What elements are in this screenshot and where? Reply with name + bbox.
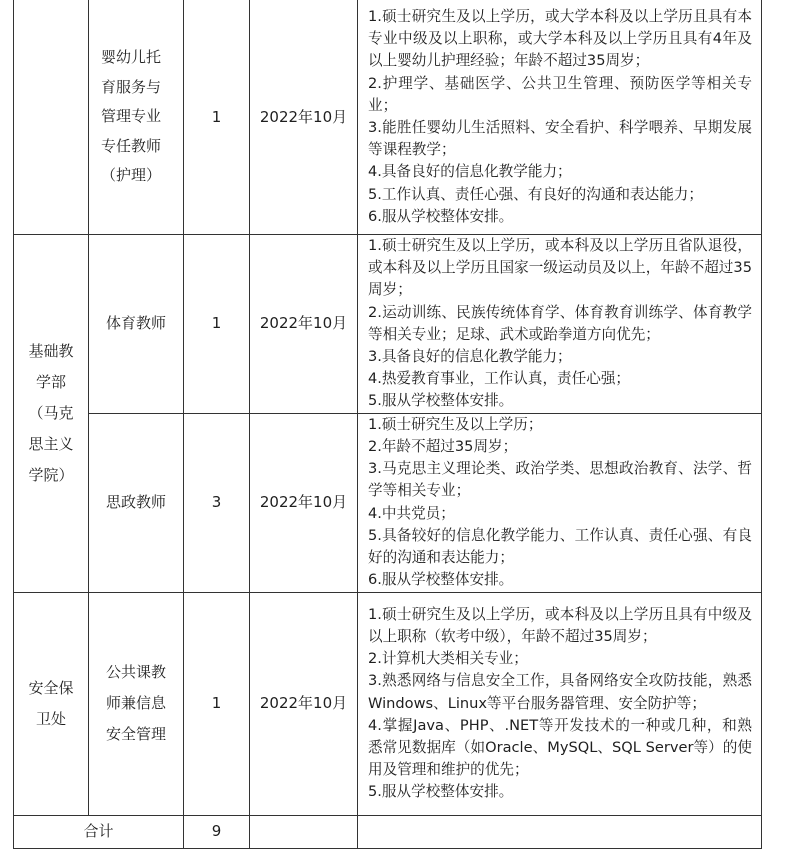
requirement-item: 4.中共党员；: [368, 504, 455, 522]
count-cell: 1: [184, 235, 250, 414]
empty-cell: [250, 815, 358, 848]
department-cell: [14, 0, 89, 235]
requirement-item: 6.服从学校整体安排。: [368, 207, 514, 225]
position-cell: 思政教师: [89, 413, 184, 592]
recruitment-table: [13, 0, 762, 849]
requirements-cell: [358, 0, 762, 235]
requirement-item: 4.具备良好的信息化教学能力；: [368, 163, 572, 181]
requirement-item: 2.计算机大类相关专业；: [368, 650, 528, 668]
table-row: [14, 413, 762, 592]
requirement-item: 5.工作认真、责任心强、有良好的沟通和表达能力；: [368, 185, 703, 203]
requirement-item: 4.热爱教育事业，工作认真，责任心强；: [368, 370, 631, 388]
requirement-item: 1.硕士研究生及以上学历，或本科及以上学历且具有中级及以上职称（软考中级），年龄不超过35周岁；: [368, 605, 752, 645]
date-cell: 2022年10月: [250, 235, 358, 414]
total-label: 合计: [14, 815, 184, 848]
requirement-item: 6.服从学校整体安排。: [368, 571, 514, 589]
date-cell: 2022年10月: [250, 0, 358, 235]
count-cell: 3: [184, 413, 250, 592]
empty-cell: [358, 815, 762, 848]
date-cell: 2022年10月: [250, 592, 358, 815]
requirement-item: 2.护理学、基础医学、公共卫生管理、预防医学等相关专业；: [368, 74, 752, 114]
table-row: [14, 0, 762, 235]
position-cell: 体育教师: [89, 235, 184, 414]
requirement-item: 5.服从学校整体安排。: [368, 783, 514, 801]
requirement-item: 1.硕士研究生及以上学历，或本科及以上学历且省队退役，或本科及以上学历且国家一级运动员及以上，年龄不超过35周岁；: [368, 237, 752, 299]
requirements-cell: [358, 592, 762, 815]
requirement-item: 3.能胜任婴幼儿生活照料、安全看护、科学喂养、早期发展等课程教学；: [368, 119, 752, 159]
position-cell: 公共课教师兼信息安全管理: [89, 592, 184, 815]
position-cell: 婴幼儿托育服务与管理专业专任教师（护理）: [89, 0, 184, 235]
department-cell: 基础教学部（马克思主义学院）: [14, 235, 89, 593]
count-cell: 1: [184, 592, 250, 815]
total-row: [14, 815, 762, 848]
requirement-item: 3.具备良好的信息化教学能力；: [368, 348, 572, 366]
requirements-cell: [358, 235, 762, 414]
count-cell: 1: [184, 0, 250, 235]
requirement-item: 3.熟悉网络与信息安全工作，具备网络安全攻防技能，熟悉Windows、Linux等平台服务器管理、安全防护等；: [368, 672, 752, 712]
requirement-item: 1.硕士研究生及以上学历，或大学本科及以上学历且具有本专业中级及以上职称，或大学本科及以上学历且具有4年及以上婴幼儿护理经验；年龄不超过35周岁；: [368, 7, 752, 70]
requirement-item: 1.硕士研究生及以上学历；: [368, 415, 543, 433]
date-cell: 2022年10月: [250, 413, 358, 592]
requirement-item: 5.具备较好的信息化教学能力、工作认真、责任心强、有良好的沟通和表达能力；: [368, 526, 752, 567]
department-cell: 安全保卫处: [14, 592, 89, 815]
table-row: [14, 592, 762, 815]
table-row: [14, 235, 762, 414]
requirement-item: 5.服从学校整体安排。: [368, 392, 514, 410]
total-count: 9: [184, 815, 250, 848]
requirements-cell: [358, 413, 762, 592]
requirement-item: 2.运动训练、民族传统体育学、体育教育训练学、体育教学等相关专业；足球、武术或跆拳道方向优先；: [368, 303, 752, 343]
requirement-item: 3.马克思主义理论类、政治学类、思想政治教育、法学、哲学等相关专业；: [368, 460, 752, 500]
requirement-item: 4.掌握Java、PHP、.NET等开发技术的一种或几种，和熟悉常见数据库（如Oracle、MySQL、SQL Server等）的使用及管理和维护的优先；: [368, 716, 752, 779]
requirement-item: 2.年龄不超过35周岁；: [368, 438, 518, 456]
